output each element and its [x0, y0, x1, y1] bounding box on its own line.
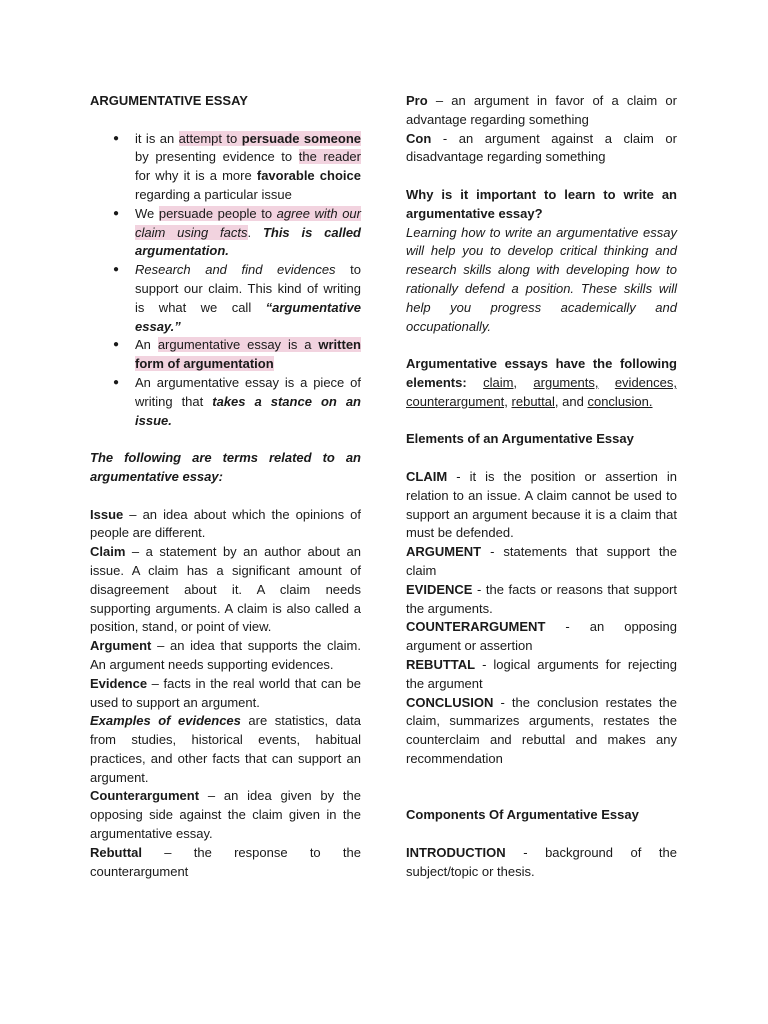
- text-span: .: [247, 224, 263, 240]
- highlight-span: attempt to: [178, 130, 242, 146]
- document-title: ARGUMENTATIVE ESSAY: [90, 93, 248, 108]
- bold-span: favorable choice: [256, 168, 361, 184]
- term-pro: [406, 92, 677, 130]
- term-label: Pro: [406, 93, 428, 108]
- element-rebuttal: [406, 656, 677, 694]
- element-conclusion: [406, 694, 677, 769]
- element-label: ARGUMENT: [406, 544, 482, 560]
- bullet-item: [90, 374, 361, 430]
- element-evidence: [406, 581, 677, 619]
- term-definition: – an idea given by the opposing side against the claim given in the argumentative essay.: [90, 788, 361, 842]
- highlight-span: persuade people to: [158, 205, 277, 221]
- element-definition: - statements that support the claim: [406, 544, 677, 578]
- element-counterargument: [406, 618, 677, 656]
- element-label: EVIDENCE: [406, 581, 473, 597]
- text-span: it is an: [135, 130, 179, 146]
- bullet-item: [90, 261, 361, 336]
- italic-span: Research and find evidences: [135, 262, 336, 278]
- elements-heading: Elements of an Argumentative Essay: [406, 431, 634, 447]
- text-span: We: [135, 205, 159, 221]
- term-evidence: [90, 675, 361, 713]
- why-question: Why is it important to learn to write an argumentative essay?: [406, 186, 677, 221]
- text-span: to support our claim. This kind of writing is what we call: [135, 262, 361, 315]
- text-span: by presenting evidence to: [135, 149, 299, 165]
- text-span: regarding a particular issue: [135, 186, 292, 202]
- element-label: COUNTERARGUMENT: [406, 619, 546, 635]
- element-link-text: claim,: [483, 374, 518, 390]
- component-label: INTRODUCTION: [406, 844, 506, 860]
- terms-intro: The following are terms related to an argumentative essay:: [90, 450, 361, 484]
- components-heading: Components Of Argumentative Essay: [406, 807, 639, 823]
- term-definition: – an idea that supports the claim. An argument needs supporting evidences.: [90, 638, 361, 672]
- highlight-bold-span: written form of argumentation: [135, 337, 362, 372]
- left-column: [90, 92, 361, 881]
- term-label: Issue: [90, 506, 124, 522]
- element-claim: [406, 468, 677, 543]
- term-counterargument: [90, 787, 361, 843]
- element-link-text: evidences,: [614, 374, 677, 390]
- elements-summary: [406, 355, 677, 411]
- term-definition: – facts in the real world that can be used to support an argument.: [90, 675, 361, 710]
- term-label: Counterargument: [90, 788, 200, 804]
- component-introduction: [406, 844, 677, 882]
- element-definition: - an opposing argument or assertion: [406, 619, 677, 654]
- term-claim: [90, 543, 361, 637]
- text-span: and: [562, 393, 584, 409]
- bold-italic-span: “argumentative essay.”: [135, 299, 361, 334]
- element-argument: [406, 543, 677, 581]
- term-argument: [90, 637, 361, 675]
- term-label: Evidence: [90, 675, 148, 691]
- elements-lead: Argumentative essays have the following elements:: [406, 356, 677, 390]
- bullet-item: [90, 336, 361, 374]
- text-span: for why it is a more: [135, 168, 257, 184]
- term-examples: [90, 712, 361, 787]
- element-link-text: conclusion.: [587, 393, 653, 409]
- term-definition: – the response to the counterargument: [90, 844, 361, 879]
- highlight-span: the reader: [298, 149, 361, 165]
- term-label: Rebuttal: [90, 844, 142, 860]
- element-definition: - the conclusion restates the claim, summarizes arguments, restates the counterclaim and rebuttal and makes any recommendation: [406, 694, 677, 766]
- term-label: Claim: [90, 544, 126, 560]
- terms-list: [90, 506, 361, 882]
- term-definition: – a statement by an author about an issue. A claim has a significant amount of disagreement about it. A claim needs supporting arguments. A claim is also called a position, stand, or point of view.: [90, 544, 361, 635]
- term-issue: [90, 506, 361, 544]
- element-definition: - it is the position or assertion in relation to an issue. A claim cannot be used to support an argument because it is a claim that must be defended.: [406, 468, 677, 541]
- text-span: An argumentative essay is a piece of writing that: [135, 374, 361, 409]
- highlight-italic-span: agree with our claim using facts: [135, 205, 361, 240]
- term-rebuttal: [90, 844, 361, 882]
- highlight-span: argumentative essay is a: [157, 337, 319, 353]
- element-link-text: counterargument,: [406, 393, 508, 409]
- element-label: REBUTTAL: [406, 656, 476, 672]
- term-definition: - an argument against a claim or disadvantage regarding something: [406, 130, 677, 165]
- term-label: Con: [406, 130, 432, 146]
- why-answer: Learning how to write an argumentative essay will help you to develop critical thinking and research skills along with developing how to rationally defend a position. These skills will help you progress academically and occupationally.: [406, 224, 677, 334]
- highlight-bold-span: persuade someone: [241, 130, 362, 146]
- element-label: CLAIM: [406, 468, 448, 484]
- right-column: [406, 92, 677, 881]
- element-link-text: arguments,: [533, 374, 599, 390]
- term-definition: are statistics, data from studies, historical events, habitual practices, and other facts that can support an argument.: [90, 713, 361, 785]
- component-definition: - background of the subject/topic or thesis.: [406, 844, 677, 879]
- element-link-text: rebuttal,: [511, 393, 559, 409]
- term-definition: – an argument in favor of a claim or advantage regarding something: [406, 93, 677, 127]
- bold-italic-span: This is called argumentation.: [135, 224, 361, 259]
- element-label: CONCLUSION: [406, 694, 494, 710]
- element-definition: - logical arguments for rejecting the argument: [406, 656, 677, 691]
- term-con: [406, 130, 677, 168]
- bullet-item: [90, 130, 361, 205]
- bold-italic-span: takes a stance on an issue.: [135, 393, 361, 428]
- term-definition: – an idea about which the opinions of people are different.: [90, 506, 361, 541]
- text-span: An: [135, 337, 158, 353]
- element-definition: - the facts or reasons that support the arguments.: [406, 581, 677, 616]
- bullet-item: [90, 205, 361, 261]
- definition-bullets: [90, 130, 361, 431]
- term-label: Argument: [90, 638, 152, 654]
- elements-list: [406, 468, 677, 769]
- term-label: Examples of evidences: [90, 713, 241, 729]
